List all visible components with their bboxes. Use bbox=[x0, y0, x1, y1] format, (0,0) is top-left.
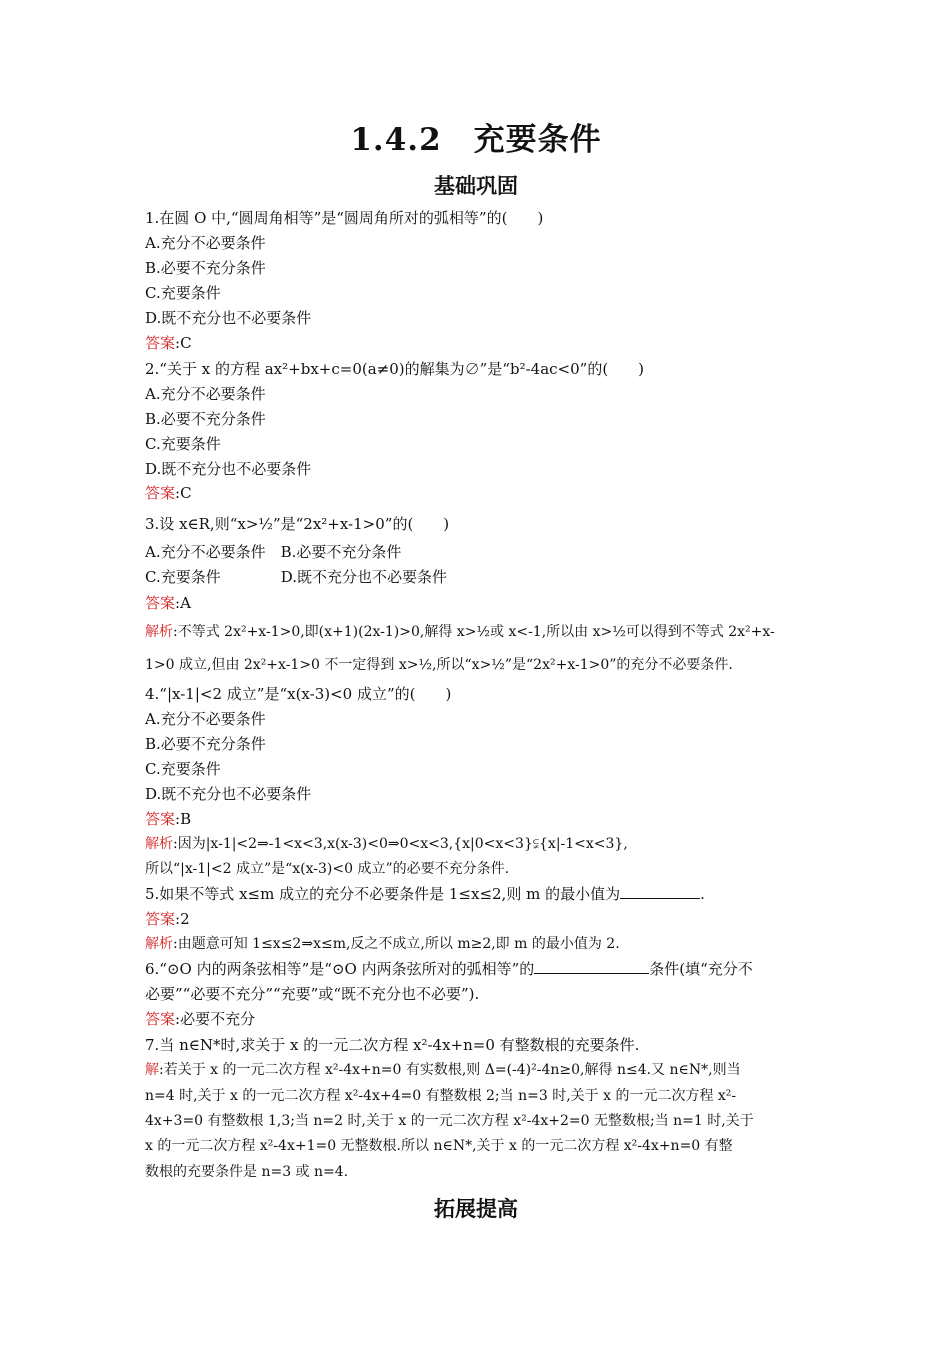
q2-option-a: A.充分不必要条件 bbox=[145, 385, 266, 403]
q6-stem-line1 bbox=[145, 959, 813, 979]
analysis-label: 解析 bbox=[145, 936, 173, 952]
q3-answer-row bbox=[145, 593, 813, 613]
q6-stem-text: 6.“⊙O 内的两条弦相等”是“⊙O 内两条弦所对的弧相等”的 bbox=[145, 960, 535, 978]
q1-option-c: C.充要条件 bbox=[145, 284, 221, 302]
q5-analysis-text: :由题意可知 1≤x≤2⇒x≤m,反之不成立,所以 m≥2,即 m 的最小值为 2. bbox=[173, 936, 620, 952]
q3-options-row2: C.充要条件 D.既不充分也不必要条件 bbox=[145, 568, 447, 586]
q2-option-b: B.必要不充分条件 bbox=[145, 410, 266, 428]
q2-stem: 2.“关于 x 的方程 ax²+bx+c=0(a≠0)的解集为∅”是“b²-4ac<0”的( ) bbox=[145, 360, 645, 378]
q1-option-d: D.既不充分也不必要条件 bbox=[145, 309, 312, 327]
q5-stem bbox=[145, 884, 813, 904]
solution-label: 解 bbox=[145, 1062, 159, 1078]
q6-answer-row bbox=[145, 1009, 813, 1029]
q7-solution-line4: x 的一元二次方程 x²-4x+1=0 无整数根.所以 n∈N*,关于 x 的一元二次方程 x²-4x+n=0 有整 bbox=[145, 1138, 733, 1154]
q1-option-a: A.充分不必要条件 bbox=[145, 234, 266, 252]
answer-label: 答案 bbox=[145, 484, 176, 502]
q4-analysis-line1 bbox=[145, 834, 813, 854]
q7-solution-line3: 4x+3=0 有整数根 1,3;当 n=2 时,关于 x 的一元二次方程 x²-4x+2=0 无整数根;当 n=1 时,关于 bbox=[145, 1113, 754, 1129]
q4-stem: 4.“|x-1|<2 成立”是“x(x-3)<0 成立”的( ) bbox=[145, 685, 452, 703]
q4-analysis-line2: 所以“|x-1|<2 成立”是“x(x-3)<0 成立”的必要不充分条件. bbox=[145, 861, 510, 877]
q5-answer: :2 bbox=[175, 910, 190, 928]
answer-label: 答案 bbox=[145, 594, 176, 612]
q6-stem-cont: 条件(填“充分不 bbox=[649, 960, 753, 978]
q3-analysis-text1: :不等式 2x²+x-1>0,即(x+1)(2x-1)>0,解得 x>½或 x<-1,所以由 x>½可以得到不等式 2x²+x- bbox=[173, 624, 775, 640]
q4-answer-row bbox=[145, 809, 813, 829]
q4-analysis-text1: :因为|x-1|<2⇒-1<x<3,x(x-3)<0⇒0<x<3,{x|0<x<3}⫋{x|-1<x<3}, bbox=[173, 836, 628, 852]
q7-solution-line2: n=4 时,关于 x 的一元二次方程 x²-4x+4=0 有整数根 2;当 n=3 时,关于 x 的一元二次方程 x²- bbox=[145, 1088, 737, 1104]
q7-solution-line1 bbox=[145, 1060, 813, 1080]
q3-analysis-line1 bbox=[145, 622, 813, 642]
q3-analysis-line2: 1>0 成立,但由 2x²+x-1>0 不一定得到 x>½,所以“x>½”是“2x²+x-1>0”的充分不必要条件. bbox=[145, 657, 733, 673]
answer-label: 答案 bbox=[145, 910, 176, 928]
q4-option-c: C.充要条件 bbox=[145, 760, 221, 778]
analysis-label: 解析 bbox=[145, 624, 173, 640]
q4-option-a: A.充分不必要条件 bbox=[145, 710, 266, 728]
q1-option-b: B.必要不充分条件 bbox=[145, 259, 266, 277]
q1-stem: 1.在圆 O 中,“圆周角相等”是“圆周角所对的弧相等”的( ) bbox=[145, 209, 544, 227]
analysis-label: 解析 bbox=[145, 836, 173, 852]
q7-stem: 7.当 n∈N*时,求关于 x 的一元二次方程 x²-4x+n=0 有整数根的充要条件. bbox=[145, 1036, 640, 1054]
q5-stem-end: . bbox=[700, 885, 705, 903]
answer-label: 答案 bbox=[145, 334, 176, 352]
q4-answer: :B bbox=[175, 810, 192, 828]
q7-solution-line5: 数根的充要条件是 n=3 或 n=4. bbox=[145, 1164, 349, 1180]
q1-answer: :C bbox=[175, 334, 192, 352]
q4-option-b: B.必要不充分条件 bbox=[145, 735, 266, 753]
section-heading-basic: 基础巩固 bbox=[434, 174, 518, 198]
q7-solution-text1: :若关于 x 的一元二次方程 x²-4x+n=0 有实数根,则 Δ=(-4)²-4n≥0,解得 n≤4.又 n∈N*,则当 bbox=[159, 1062, 741, 1078]
q5-answer-row bbox=[145, 909, 813, 929]
page-title: 1.4.2 充要条件 bbox=[350, 122, 602, 158]
q5-answer-blank bbox=[620, 884, 700, 899]
q4-option-d: D.既不充分也不必要条件 bbox=[145, 785, 312, 803]
q2-option-d: D.既不充分也不必要条件 bbox=[145, 460, 312, 478]
section-heading-extension: 拓展提高 bbox=[434, 1197, 518, 1221]
q5-analysis bbox=[145, 934, 813, 954]
q3-answer: :A bbox=[175, 594, 191, 612]
q6-stem-line2: 必要”“必要不充分”“充要”或“既不充分也不必要”). bbox=[145, 985, 480, 1003]
q6-answer-blank bbox=[534, 959, 649, 974]
q5-stem-text: 5.如果不等式 x≤m 成立的充分不必要条件是 1≤x≤2,则 m 的最小值为 bbox=[145, 885, 621, 903]
q2-answer: :C bbox=[175, 484, 192, 502]
q1-answer-row bbox=[145, 333, 813, 353]
q6-answer: :必要不充分 bbox=[175, 1010, 256, 1028]
answer-label: 答案 bbox=[145, 810, 176, 828]
q3-options-row1: A.充分不必要条件 B.必要不充分条件 bbox=[145, 543, 402, 561]
q2-answer-row bbox=[145, 483, 813, 503]
answer-label: 答案 bbox=[145, 1010, 176, 1028]
q2-option-c: C.充要条件 bbox=[145, 435, 221, 453]
q3-stem: 3.设 x∈R,则“x>½”是“2x²+x-1>0”的( ) bbox=[145, 515, 450, 533]
